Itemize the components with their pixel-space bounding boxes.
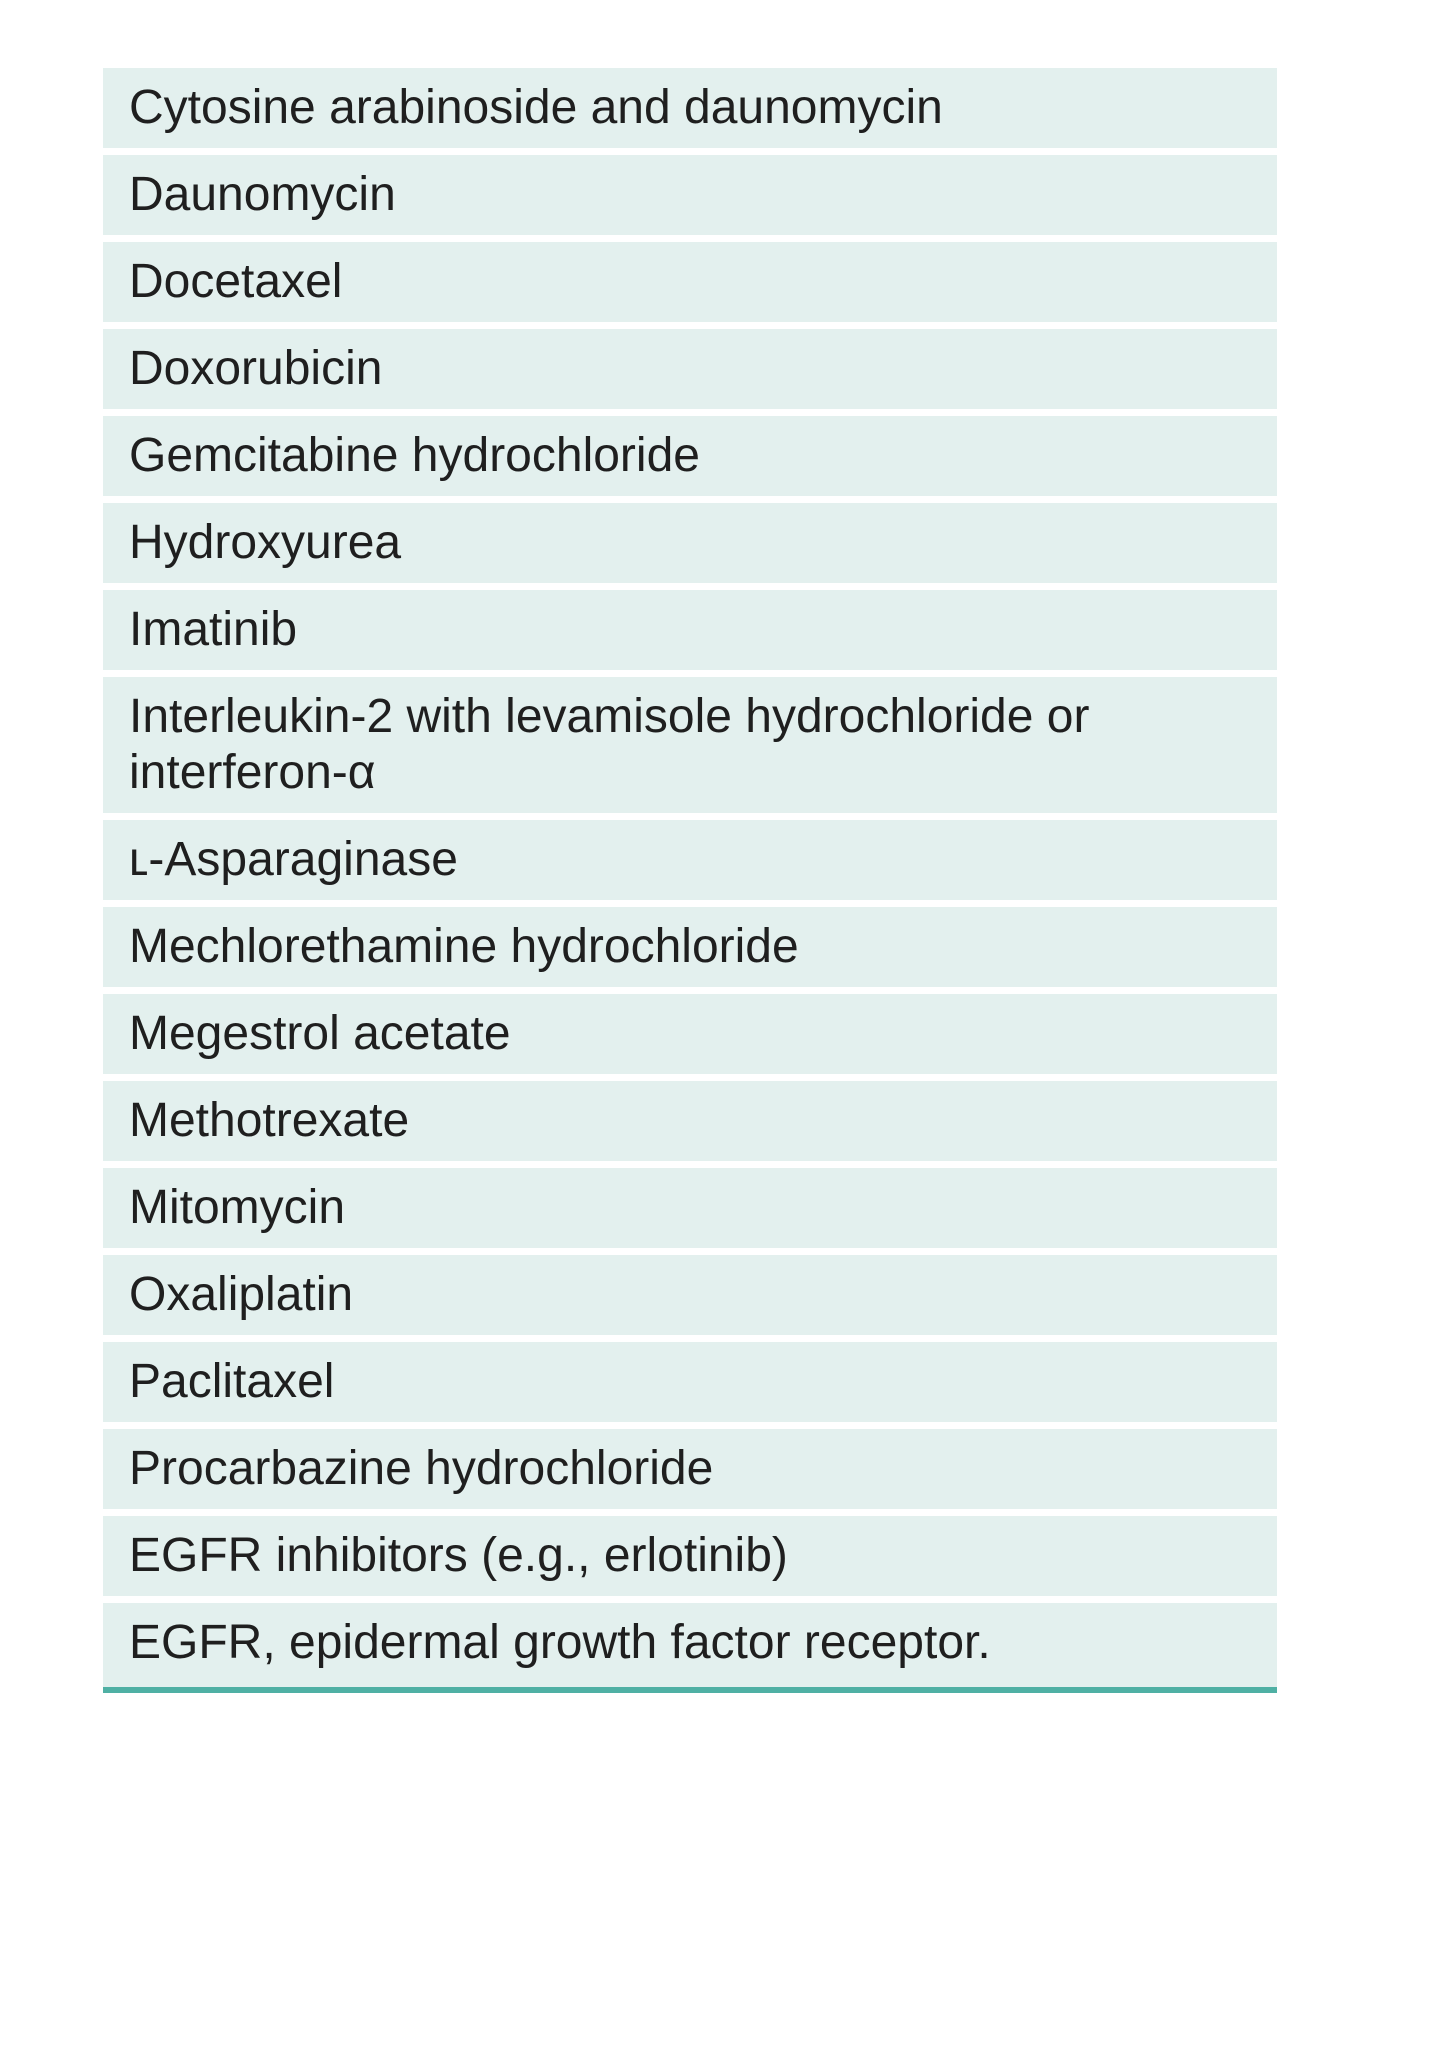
table-row: Interleukin-2 with levamisole hydrochloride or interferon-α — [103, 677, 1277, 813]
table-row: ʟ-Asparaginase — [103, 820, 1277, 900]
table-row: Cytosine arabinoside and daunomycin — [103, 68, 1277, 148]
table-row: Oxaliplatin — [103, 1255, 1277, 1335]
table-row: Docetaxel — [103, 242, 1277, 322]
table-row: Mechlorethamine hydrochloride — [103, 907, 1277, 987]
table-bottom-rule — [103, 1687, 1277, 1693]
table-row: EGFR inhibitors (e.g., erlotinib) — [103, 1516, 1277, 1596]
table-row: Hydroxyurea — [103, 503, 1277, 583]
table-row: Paclitaxel — [103, 1342, 1277, 1422]
table-row: Megestrol acetate — [103, 994, 1277, 1074]
drug-table — [103, 68, 1277, 1693]
table-row: Methotrexate — [103, 1081, 1277, 1161]
table-footnote: EGFR, epidermal growth factor receptor. — [103, 1603, 1277, 1687]
table-row: Doxorubicin — [103, 329, 1277, 409]
table-row: Daunomycin — [103, 155, 1277, 235]
table-row: Mitomycin — [103, 1168, 1277, 1248]
table-row: Procarbazine hydrochloride — [103, 1429, 1277, 1509]
table-row: Gemcitabine hydrochloride — [103, 416, 1277, 496]
table-row: Imatinib — [103, 590, 1277, 670]
